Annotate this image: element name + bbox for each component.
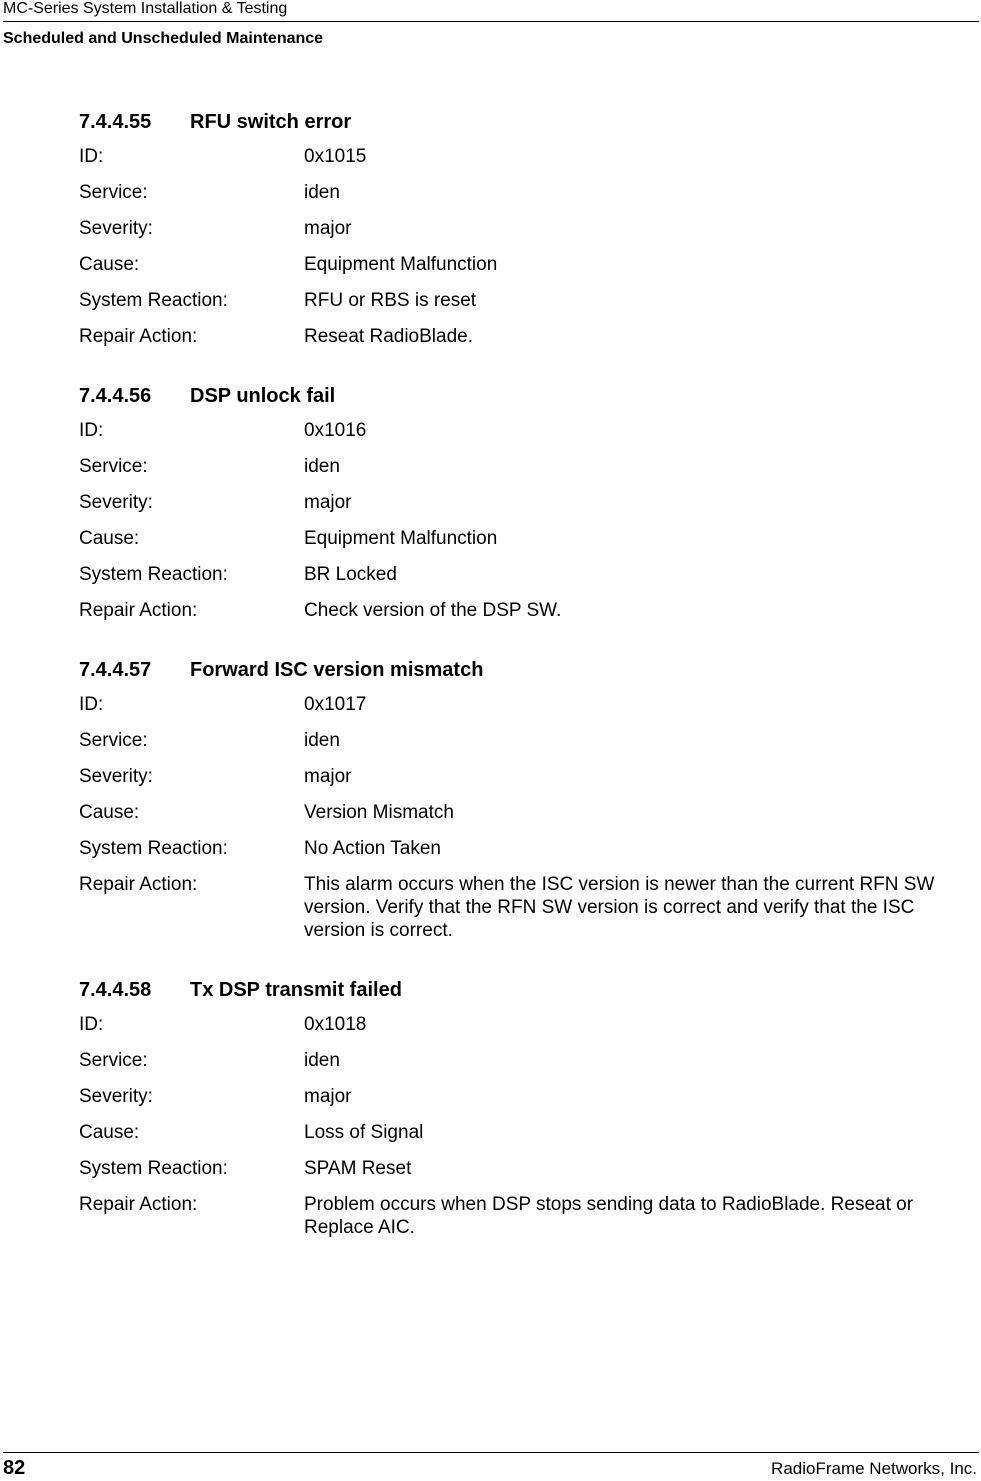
field-row-cause xyxy=(79,801,979,824)
field-label: System Reaction: xyxy=(79,290,228,311)
field-row-repair-action xyxy=(79,873,979,942)
field-label: ID: xyxy=(79,694,104,715)
field-value: Check version of the DSP SW. xyxy=(304,600,562,621)
field-label: Repair Action: xyxy=(79,874,198,895)
field-label: Cause: xyxy=(79,254,140,275)
company-name: RadioFrame Networks, Inc. xyxy=(771,1459,977,1478)
field-row-service xyxy=(79,1049,979,1072)
field-row-system-reaction xyxy=(79,289,979,312)
field-label: ID: xyxy=(79,420,104,441)
field-value: RFU or RBS is reset xyxy=(304,290,477,311)
field-value: major xyxy=(304,766,352,787)
alarm-section xyxy=(79,382,979,622)
field-value: major xyxy=(304,492,352,513)
field-label: Repair Action: xyxy=(79,600,198,621)
field-value: 0x1016 xyxy=(304,420,367,441)
field-row-system-reaction xyxy=(79,563,979,586)
field-row-repair-action xyxy=(79,1193,979,1239)
field-row-id xyxy=(79,1013,979,1036)
field-label: Cause: xyxy=(79,528,140,549)
field-label: Cause: xyxy=(79,802,140,823)
section-heading xyxy=(79,108,979,138)
field-row-cause xyxy=(79,527,979,550)
alarm-section xyxy=(79,656,979,942)
alarm-section xyxy=(79,108,979,348)
field-label: Severity: xyxy=(79,766,153,787)
field-value: Equipment Malfunction xyxy=(304,528,498,549)
field-label: Cause: xyxy=(79,1122,140,1143)
alarm-section xyxy=(79,976,979,1239)
field-row-cause xyxy=(79,253,979,276)
field-value: iden xyxy=(304,1050,340,1071)
section-heading xyxy=(79,976,979,1006)
field-row-system-reaction xyxy=(79,1157,979,1180)
field-label: Service: xyxy=(79,182,148,203)
field-row-severity xyxy=(79,1085,979,1108)
section-number: 7.4.4.55 xyxy=(79,111,152,133)
section-number: 7.4.4.56 xyxy=(79,385,152,407)
field-label: Service: xyxy=(79,456,148,477)
header-rule xyxy=(3,21,979,22)
document-title: MC-Series System Installation & Testing xyxy=(3,0,288,17)
field-row-severity xyxy=(79,217,979,240)
field-value: iden xyxy=(304,182,340,203)
field-value: No Action Taken xyxy=(304,838,441,859)
chapter-title: Scheduled and Unscheduled Maintenance xyxy=(3,30,324,47)
field-value: Loss of Signal xyxy=(304,1122,424,1143)
field-row-service xyxy=(79,729,979,752)
field-value: Reseat RadioBlade. xyxy=(304,326,473,347)
field-row-repair-action xyxy=(79,325,979,348)
field-label: Service: xyxy=(79,730,148,751)
field-value: 0x1017 xyxy=(304,694,367,715)
field-label: Severity: xyxy=(79,1086,153,1107)
field-value: 0x1018 xyxy=(304,1014,367,1035)
field-value: major xyxy=(304,1086,352,1107)
field-label: ID: xyxy=(79,146,104,167)
field-row-id xyxy=(79,693,979,716)
field-row-id xyxy=(79,419,979,442)
field-row-service xyxy=(79,181,979,204)
field-label: ID: xyxy=(79,1014,104,1035)
field-value: iden xyxy=(304,456,340,477)
section-title: Forward ISC version mismatch xyxy=(190,659,484,681)
field-row-repair-action xyxy=(79,599,979,622)
field-label: Repair Action: xyxy=(79,1194,198,1215)
field-value: 0x1015 xyxy=(304,146,367,167)
field-row-id xyxy=(79,145,979,168)
section-heading xyxy=(79,382,979,412)
field-value: This alarm occurs when the ISC version is newer than the current RFN SW version. Verify that the RFN SW version is correct and verify that the ISC version is correct. xyxy=(304,874,935,941)
running-header xyxy=(3,0,978,48)
page-content xyxy=(79,108,979,1273)
section-title: RFU switch error xyxy=(190,111,352,133)
section-number: 7.4.4.57 xyxy=(79,659,152,681)
field-value: Equipment Malfunction xyxy=(304,254,498,275)
field-row-system-reaction xyxy=(79,837,979,860)
field-label: Severity: xyxy=(79,218,153,239)
field-value: Problem occurs when DSP stops sending data to RadioBlade. Reseat or Replace AIC. xyxy=(304,1194,914,1238)
field-value: SPAM Reset xyxy=(304,1158,412,1179)
running-footer xyxy=(3,1452,979,1480)
field-label: Severity: xyxy=(79,492,153,513)
field-label: Repair Action: xyxy=(79,326,198,347)
section-heading xyxy=(79,656,979,686)
field-row-severity xyxy=(79,491,979,514)
field-row-cause xyxy=(79,1121,979,1144)
section-number: 7.4.4.58 xyxy=(79,979,152,1001)
field-value: iden xyxy=(304,730,340,751)
section-title: DSP unlock fail xyxy=(190,385,336,407)
field-label: System Reaction: xyxy=(79,564,228,585)
page-number: 82 xyxy=(3,1457,26,1479)
field-value: Version Mismatch xyxy=(304,802,454,823)
field-row-severity xyxy=(79,765,979,788)
field-label: Service: xyxy=(79,1050,148,1071)
field-label: System Reaction: xyxy=(79,838,228,859)
section-title: Tx DSP transmit failed xyxy=(190,979,402,1001)
field-row-service xyxy=(79,455,979,478)
field-value: major xyxy=(304,218,352,239)
field-label: System Reaction: xyxy=(79,1158,228,1179)
field-value: BR Locked xyxy=(304,564,397,585)
